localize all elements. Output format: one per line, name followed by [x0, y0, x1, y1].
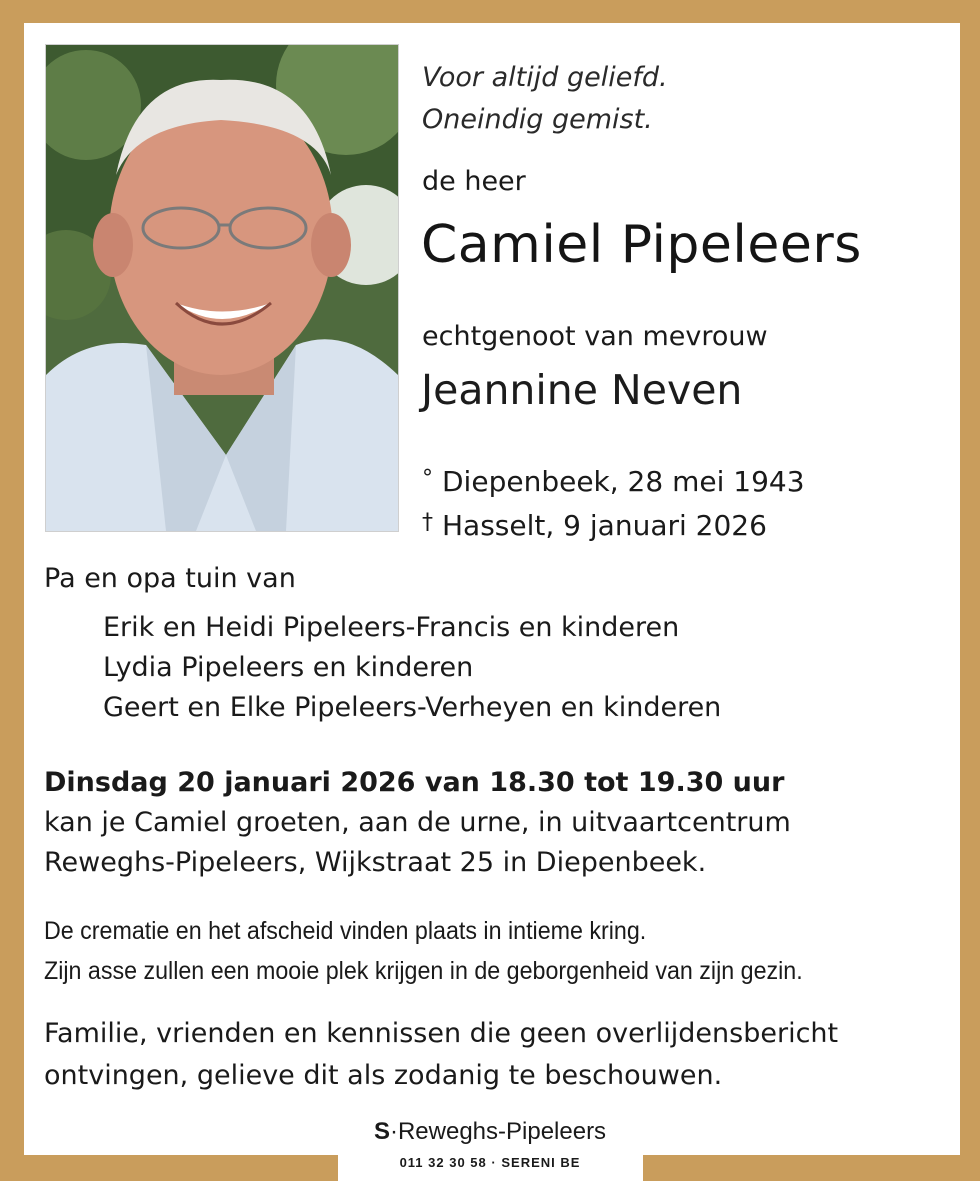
ceremony-line-1: De crematie en het afscheid vinden plaats in intieme kring. [44, 917, 647, 945]
cross-symbol: † [422, 510, 433, 535]
visitation-line-2: Reweghs-Pipeleers, Wijkstraat 25 in Diepenbeek. [44, 847, 707, 878]
obituary-card [24, 23, 960, 1155]
notice-text [44, 1013, 954, 1097]
birth-text: Diepenbeek, 28 mei 1943 [442, 465, 805, 498]
logo-separator: · [389, 1118, 398, 1145]
visitation-info [44, 763, 944, 883]
motto-line-2: Oneindig gemist. [422, 104, 653, 135]
ceremony-line-2: Zijn asse zullen een mooie plek krijgen in de geborgenheid van zijn gezin. [44, 957, 803, 985]
logo-mark: S [373, 1118, 390, 1145]
ceremony-info [44, 911, 974, 991]
motto [422, 57, 668, 141]
death-line [422, 502, 805, 546]
spouse-name: Jeannine Neven [421, 366, 743, 414]
birth-symbol: ° [422, 466, 433, 491]
funeral-home-name: Reweghs-Pipeleers [397, 1118, 607, 1145]
title-prefix: de heer [422, 166, 526, 197]
birth-line [422, 458, 805, 502]
children-list [103, 608, 721, 728]
spouse-label: echtgenoot van mevrouw [422, 321, 768, 352]
visitation-heading: Dinsdag 20 januari 2026 van 18.30 tot 19.30 uur [44, 767, 785, 798]
death-text: Hasselt, 9 januari 2026 [442, 509, 767, 542]
portrait-photo [45, 44, 399, 532]
phone-number: 011 32 30 58 [399, 1155, 487, 1170]
portrait-image [46, 45, 398, 531]
funeral-home-logo [0, 1118, 980, 1146]
notice-line-1: Familie, vrienden en kennissen die geen overlijdensbericht [44, 1018, 839, 1049]
family-intro: Pa en opa tuin van [44, 563, 296, 594]
footer-contact [0, 1155, 980, 1170]
child-entry: Geert en Elke Pipeleers-Verheyen en kinderen [103, 692, 722, 723]
child-entry: Erik en Heidi Pipeleers-Francis en kinderen [103, 612, 680, 643]
life-dates [422, 458, 805, 546]
notice-line-2: ontvingen, gelieve dit als zodanig te beschouwen. [44, 1060, 723, 1091]
brand-name: SERENI BE [501, 1155, 581, 1170]
deceased-name: Camiel Pipeleers [421, 215, 862, 275]
visitation-line-1: kan je Camiel groeten, aan de urne, in uitvaartcentrum [44, 807, 791, 838]
motto-line-1: Voor altijd geliefd. [422, 62, 668, 93]
contact-separator: · [491, 1155, 497, 1170]
child-entry: Lydia Pipeleers en kinderen [103, 652, 474, 683]
